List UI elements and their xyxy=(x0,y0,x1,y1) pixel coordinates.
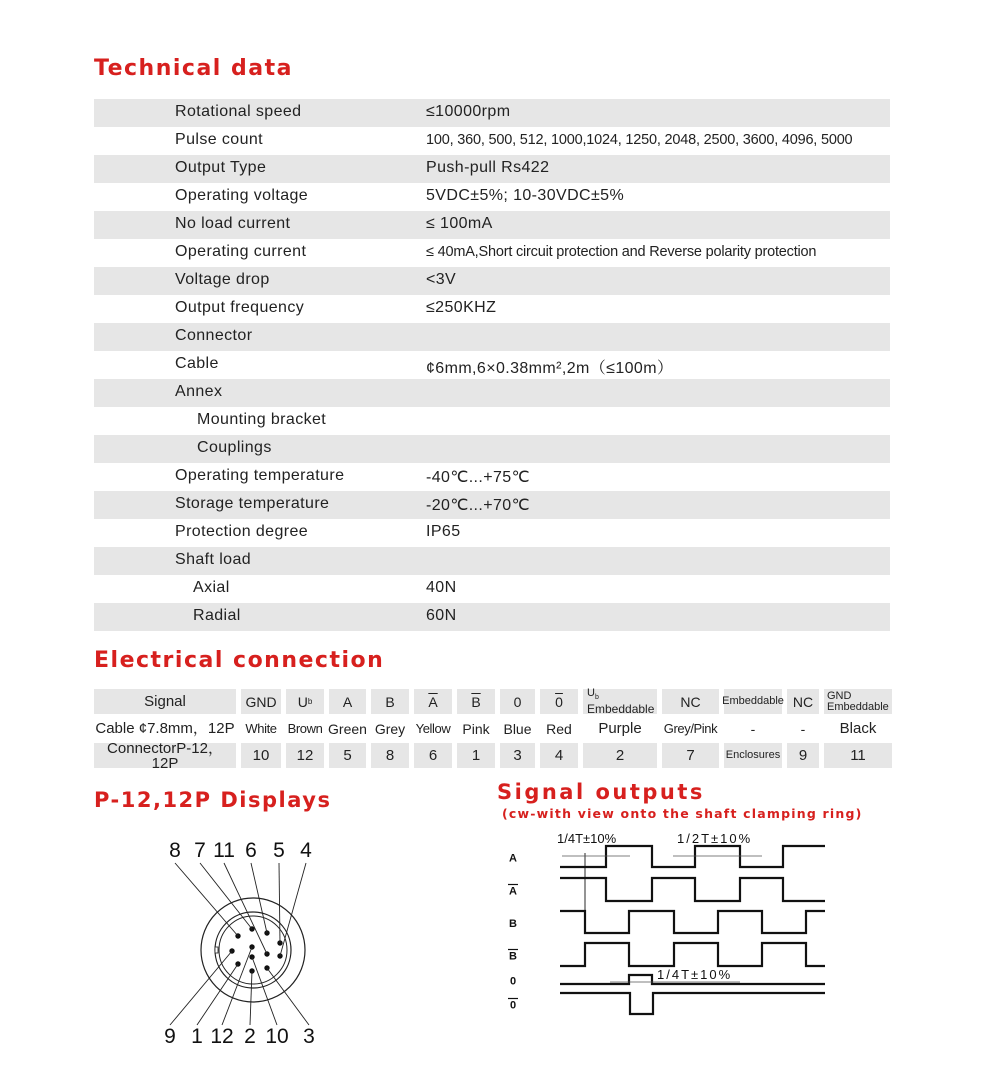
connector-pin-cell: 5 xyxy=(329,743,366,768)
connector-pin-cell: 11 xyxy=(824,743,892,768)
spec-value: 40N xyxy=(426,579,457,596)
signal-header-cell: B xyxy=(371,689,409,714)
connector-pin-cell: 10 xyxy=(241,743,281,768)
spec-row xyxy=(94,323,890,351)
cable-color-cell: Blue xyxy=(503,720,532,737)
pin-label: 10 xyxy=(265,1025,289,1048)
spec-row xyxy=(94,127,890,155)
pin-label: 5 xyxy=(273,839,285,862)
cable-color-cell: Red xyxy=(546,720,572,737)
technical-data-table xyxy=(94,99,890,631)
pin-leader-line xyxy=(224,863,267,954)
pin-label: 2 xyxy=(244,1025,256,1048)
spec-row xyxy=(94,155,890,183)
connector-pin-cell: 12 xyxy=(286,743,324,768)
spec-value: ≤10000rpm xyxy=(426,103,511,120)
signal-header-cell: NC xyxy=(662,689,719,714)
connector-pin-cell: 3 xyxy=(500,743,535,768)
electrical-connection-table xyxy=(94,689,897,770)
pin-leader-line xyxy=(222,947,252,1025)
spec-row xyxy=(94,547,890,575)
spec-row xyxy=(94,407,890,435)
pin-leader-line xyxy=(250,971,252,1025)
signal-waveform xyxy=(560,846,825,867)
connector-pin-cell: 6 xyxy=(414,743,452,768)
spec-row xyxy=(94,239,890,267)
spec-row xyxy=(94,435,890,463)
cable-color-cell: Pink xyxy=(462,720,490,737)
channel-label: B xyxy=(509,918,517,930)
spec-label: Protection degree xyxy=(175,523,309,540)
pin-leader-line xyxy=(280,863,306,956)
signal-header-cell: GND Embeddable xyxy=(824,689,892,714)
spec-row xyxy=(94,99,890,127)
spec-label: Cable xyxy=(175,355,219,372)
spec-value: -20℃...+70℃ xyxy=(426,497,530,514)
connector-display-heading: P-12,12P Displays xyxy=(94,788,332,812)
phase-annotation: 1/4T±10% xyxy=(557,831,617,846)
signal-header-cell: U b xyxy=(286,689,324,714)
spec-label: Annex xyxy=(175,383,223,400)
connector-pinout-diagram xyxy=(150,835,340,1050)
electrical-connection-heading: Electrical connection xyxy=(94,648,385,673)
spec-row xyxy=(94,267,890,295)
spec-value: Push-pull Rs422 xyxy=(426,159,550,176)
spec-label: Operating current xyxy=(175,243,307,260)
connector-key-notch xyxy=(215,947,218,953)
spec-label: Axial xyxy=(193,579,230,596)
spec-label: No load current xyxy=(175,215,291,232)
cable-color-cell: Brown xyxy=(287,721,323,736)
spec-label: Storage temperature xyxy=(175,495,330,512)
cable-color-cell: Grey xyxy=(374,720,406,737)
connector-pin-cell: 1 xyxy=(457,743,495,768)
cable-color-cell: Grey/Pink xyxy=(663,721,718,736)
signal-waveform xyxy=(560,993,825,1014)
spec-label: Voltage drop xyxy=(175,271,270,288)
pin-leader-line xyxy=(170,951,232,1025)
spec-value: ≤ 100mA xyxy=(426,215,493,232)
signal-header-cell: NC xyxy=(787,689,819,714)
spec-value: ≤ 40mA,Short circuit protection and Reverse polarity protection xyxy=(426,244,817,260)
spec-row xyxy=(94,351,890,379)
signal-header-cell: $\overline{B}$ xyxy=(457,689,495,714)
spec-label: Mounting bracket xyxy=(197,411,327,428)
spec-row xyxy=(94,183,890,211)
signal-waveform xyxy=(560,911,825,933)
spec-value: <3V xyxy=(426,271,457,288)
connector-pin-cell: Enclosures xyxy=(724,743,782,768)
signal-header-row xyxy=(94,689,897,714)
pin-label: 8 xyxy=(169,839,181,862)
spec-label: Couplings xyxy=(197,439,272,456)
spec-label: Shaft load xyxy=(175,551,252,568)
pin-label: 11 xyxy=(213,839,235,862)
spec-value: ¢6mm,6×0.38mm²,2m（≤100m） xyxy=(426,360,674,377)
pin-leader-line xyxy=(279,863,280,943)
signal-header-cell: $U_b$ Embeddable xyxy=(583,689,657,714)
signal-waveform xyxy=(560,943,825,966)
spec-row xyxy=(94,463,890,491)
signal-header-cell: 0 xyxy=(540,689,578,714)
pin-label: 6 xyxy=(245,839,257,862)
spec-label: Pulse count xyxy=(175,131,264,148)
pin-label: 1 xyxy=(191,1025,203,1048)
signal-header-cell: $\overline{A}$ xyxy=(414,689,452,714)
spec-row xyxy=(94,491,890,519)
channel-label: B xyxy=(509,950,517,963)
spec-value: 100, 360, 500, 512, 1000,1024, 1250, 2048, 2500, 3600, 4096, 5000 xyxy=(426,132,853,148)
signal-header-cell: A xyxy=(329,689,366,714)
spec-label: Connector xyxy=(175,327,253,344)
connector-pin-cell: 4 xyxy=(540,743,578,768)
spec-value: IP65 xyxy=(426,523,461,540)
spec-label: Operating voltage xyxy=(175,187,309,204)
technical-data-heading: Technical data xyxy=(94,56,293,81)
signal-header-cell: GND xyxy=(241,689,281,714)
signal-timing-diagram xyxy=(495,825,835,1040)
pin-leader-line xyxy=(200,863,252,929)
cable-color-cell: Green xyxy=(328,720,367,737)
signal-outputs-heading: Signal outputs xyxy=(497,780,705,804)
spec-label: Output Type xyxy=(175,159,267,176)
spec-row xyxy=(94,379,890,407)
spec-value: 60N xyxy=(426,607,457,624)
period-annotation: 1/2T±10% xyxy=(677,831,753,846)
connector-pin-cell: 7 xyxy=(662,743,719,768)
connector-pin-cell: 8 xyxy=(371,743,409,768)
channel-label: A xyxy=(509,852,517,865)
cable-color-cell: Cable ¢7.8mm，12P xyxy=(95,720,235,737)
spec-value: ≤250KHZ xyxy=(426,299,497,316)
spec-row xyxy=(94,603,890,631)
spec-value: 5VDC±5%; 10-30VDC±5% xyxy=(426,187,625,204)
signal-header-cell: Embeddable xyxy=(724,689,782,714)
signal-outputs-subtitle: (cw-with view onto the shaft clamping ring) xyxy=(502,806,863,821)
pin-label: 9 xyxy=(164,1025,176,1048)
pin-label: 7 xyxy=(194,839,206,862)
pin-label: 4 xyxy=(300,839,312,862)
connector-pin-cell: 9 xyxy=(787,743,819,768)
cable-color-cell: - xyxy=(800,720,806,737)
spec-row xyxy=(94,295,890,323)
signal-header-cell: 0 xyxy=(500,689,535,714)
spec-value: -40℃...+75℃ xyxy=(426,469,530,486)
spec-label: Output frequency xyxy=(175,299,305,316)
cable-color-cell: Black xyxy=(839,720,877,737)
pin-leader-line xyxy=(267,968,309,1025)
spec-label: Radial xyxy=(193,607,241,624)
spec-label: Operating temperature xyxy=(175,467,345,484)
channel-label: 0 xyxy=(509,975,517,988)
spec-row xyxy=(94,211,890,239)
cable-color-cell: White xyxy=(245,721,277,736)
cable-color-cell: - xyxy=(750,720,756,737)
cable-color-row xyxy=(94,716,897,741)
pin-label: 12 xyxy=(210,1025,234,1048)
connector-pin-row xyxy=(94,739,897,772)
signal-waveform xyxy=(560,878,825,901)
spec-row xyxy=(94,575,890,603)
channel-label: A xyxy=(509,885,517,898)
channel-label: 0 xyxy=(509,999,517,1012)
signal-header-cell: Signal xyxy=(94,689,236,714)
spec-label: Rotational speed xyxy=(175,103,302,120)
index-annotation: 1/4T±10% xyxy=(657,967,733,982)
cable-color-cell: Purple xyxy=(598,720,642,737)
connector-pin-cell: 2 xyxy=(583,743,657,768)
cable-color-cell: Yellow xyxy=(415,721,451,736)
pin-leader-line xyxy=(197,964,238,1025)
pin-label: 3 xyxy=(303,1025,315,1048)
connector-pin-cell: ConnectorP-12，12P xyxy=(94,743,236,768)
spec-row xyxy=(94,519,890,547)
